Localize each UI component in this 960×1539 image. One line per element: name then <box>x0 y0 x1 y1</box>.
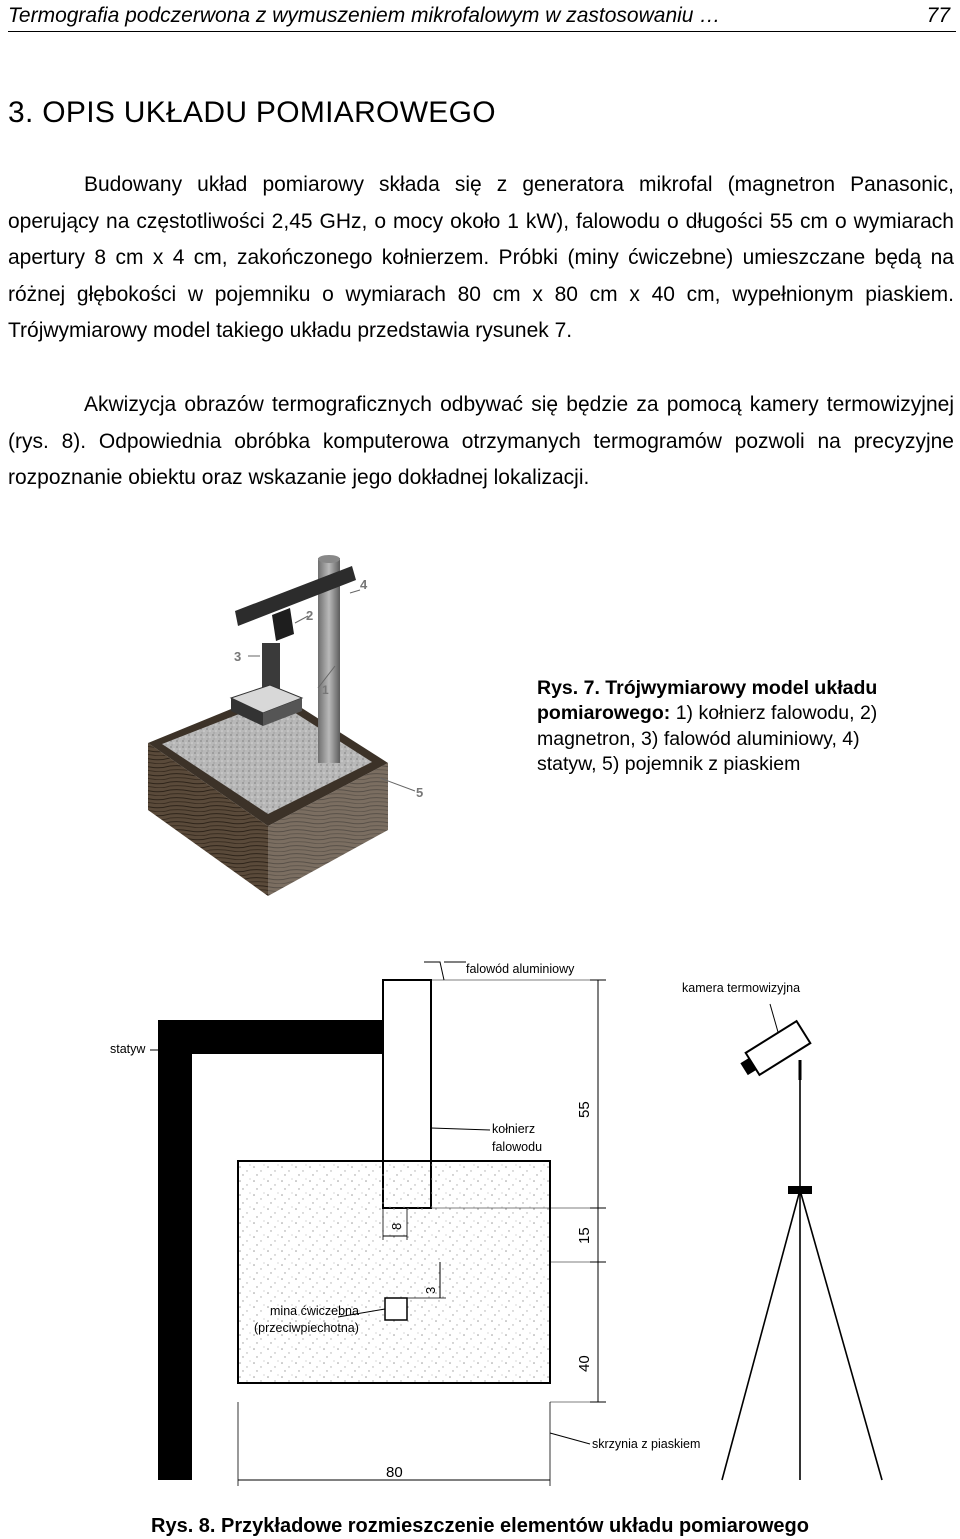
paragraph-1-text: Budowany układ pomiarowy składa się z generatora mikrofal (magnetron Panasonic, operujący na częstotliwości 2,45 GHz, o mocy około 1 kW), falowodu o długości 55 cm o wymiarach apertury 8 cm x 4 cm, zakończonego kołnierzem. Próbki (miny ćwiczebne) umieszczane będą na różnej głębokości w pojemniku o wymiarach 80 cm x 80 cm x 40 cm, wypełnionym piaskiem. Trójwymiarowy model takiego układu przedstawia rysunek 7. <box>8 173 954 343</box>
magnetron <box>272 608 294 641</box>
figure-7-caption-label: Rys. 7. <box>537 677 600 699</box>
callout-1: 1 <box>322 683 329 697</box>
dim-40: 40 <box>576 1355 593 1372</box>
callout-4: 4 <box>360 577 368 592</box>
dim-3: 3 <box>423 1286 438 1294</box>
figure-7-caption <box>537 676 921 778</box>
waveguide-label: falowód aluminiowy <box>466 962 575 976</box>
dim-80: 80 <box>386 1464 403 1481</box>
callout-3: 3 <box>234 649 242 664</box>
paragraph-2-text: Akwizycja obrazów termograficznych odbywać się będzie za pomocą kamery termowizyjnej (rys. 8). Odpowiednia obróbka komputerowa otrzymanych termogramów pozwoli na precyzyjne rozpoznanie obiektu oraz wskazanie jego dokładnej lokalizacji. <box>8 393 954 490</box>
tripod-right <box>800 1190 882 1480</box>
paragraph-2 <box>8 387 954 497</box>
paragraph-1 <box>8 167 954 350</box>
callout-2: 2 <box>306 608 314 623</box>
box-label: skrzynia z piaskiem <box>592 1437 701 1451</box>
stand-vertical <box>158 1020 192 1480</box>
dim-8: 8 <box>389 1222 404 1230</box>
dim-15: 15 <box>576 1227 593 1244</box>
stand-pole-top <box>318 555 340 563</box>
section-title: 3. OPIS UKŁADU POMIAROWEGO <box>8 96 496 129</box>
camera-label: kamera termowizyjna <box>682 981 801 995</box>
stand-label: statyw <box>110 1042 146 1056</box>
running-header <box>8 3 956 32</box>
sand-box-visible <box>238 1161 550 1383</box>
flange-label-line1: kołnierz <box>492 1122 536 1136</box>
running-title: Termografia podczerwona z wymuszeniem mikrofalowym w zastosowaniu … <box>8 4 721 27</box>
figure-8-schematic <box>0 940 960 1520</box>
figure-7-3d-model <box>50 548 520 898</box>
mine-square <box>385 1298 407 1320</box>
flange-label-line2: falowodu <box>492 1140 543 1154</box>
figure-8-caption: Rys. 8. Przykładowe rozmieszczenie elementów układu pomiarowego <box>151 1515 809 1537</box>
tripod-left <box>722 1190 800 1480</box>
mine-label-line2: (przeciwpiechotna) <box>254 1321 359 1335</box>
page-number: 77 <box>926 4 950 27</box>
figure-7-caption-bold: Trójwymiarowy model układu pomiarowego: <box>537 677 878 725</box>
tripod-head <box>788 1186 812 1194</box>
figure-7-caption-text: 1) kołnierz falowodu, 2) magnetron, 3) falowód aluminiowy, 4) statyw, 5) pojemnik z piaskiem <box>537 702 878 776</box>
dim-55: 55 <box>576 1101 593 1118</box>
callout-5: 5 <box>416 785 424 800</box>
mine-label-line1: mina ćwiczebna <box>270 1304 359 1318</box>
